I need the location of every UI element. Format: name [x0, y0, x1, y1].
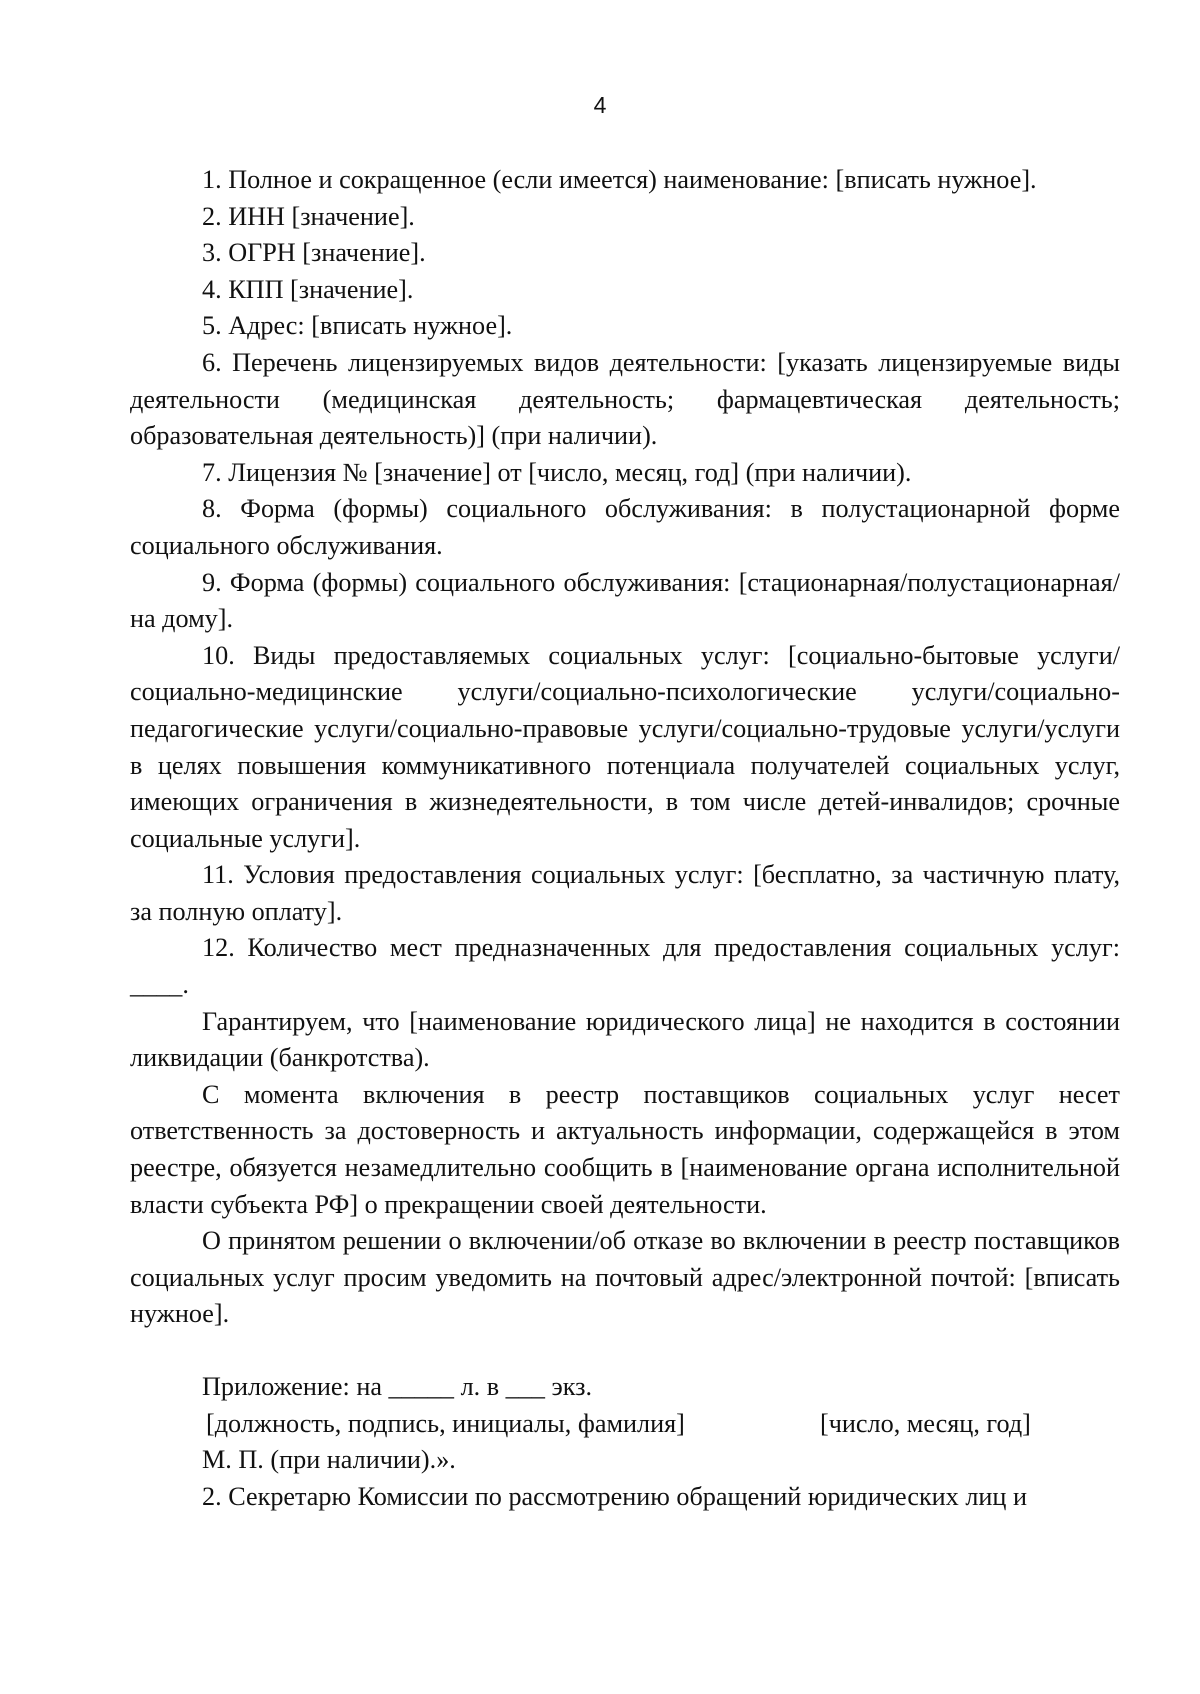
item-ogrn: 3. ОГРН [значение].	[202, 238, 426, 268]
guarantee-paragraph: Гарантируем, что [наименование юридического лица] не находится в состоянии ликвидации (банкротства).	[130, 1006, 1120, 1073]
document-body	[130, 162, 1120, 1515]
signature-date: [число, месяц, год]	[820, 1408, 1031, 1438]
item-license: 7. Лицензия № [значение] от [число, месяц, год] (при наличии).	[202, 457, 912, 487]
signature-left: [должность, подпись, инициалы, фамилия]	[206, 1408, 685, 1438]
attachment-line: Приложение: на _____ л. в ___ экз.	[202, 1372, 592, 1401]
item-service-types: 10. Виды предоставляемых социальных услуг: [социально-бытовые услуги/социально-медицинские услуги/социально-психологические услуги/социально-педагогические услуги/социально-правовые услуги/социально-трудовые услуги/услуги в целях повышения коммуникативного потенциала получателей социальных услуг, имеющих ограничения в жизнедеятельности, в том числе детей-инвалидов; срочные социальные услуги].	[130, 640, 1120, 853]
final-paragraph: 2. Секретарю Комиссии по рассмотрению обращений юридических лиц и	[202, 1481, 1027, 1511]
item-address: 5. Адрес: [вписать нужное].	[202, 311, 513, 341]
signature-row	[130, 1406, 1120, 1443]
item-kpp: 4. КПП [значение].	[202, 274, 414, 304]
item-places-count: 12. Количество мест предназначенных для предоставления социальных услуг: ____.	[130, 933, 1120, 1000]
item-licensed-activities: 6. Перечень лицензируемых видов деятельности: [указать лицензируемые виды деятельности (медицинская деятельность; фармацевтическая деятельность; образовательная деятельность)] (при наличии).	[130, 347, 1120, 451]
item-service-form: 8. Форма (формы) социального обслуживания: в полустационарной форме социального обслуживания.	[130, 494, 1120, 560]
stamp-line: М. П. (при наличии).».	[202, 1445, 456, 1475]
page-number: 4	[593, 92, 607, 118]
responsibility-paragraph: С момента включения в реестр поставщиков социальных услуг несет ответственность за достоверность и актуальность информации, содержащейся в этом реестре, обязуется незамедлительно сообщить в [наименование органа исполнительной власти субъекта РФ] о прекращении своей деятельности.	[130, 1079, 1120, 1219]
spacer	[130, 1333, 1120, 1369]
item-service-form-2: 9. Форма (формы) социального обслуживания: [стационарная/полустационарная/на дому].	[130, 567, 1120, 634]
item-service-conditions: 11. Условия предоставления социальных услуг: [бесплатно, за частичную плату, за полную оплату].	[130, 860, 1120, 926]
item-name: 1. Полное и сокращенное (если имеется) наименование: [вписать нужное].	[202, 165, 1037, 194]
notification-paragraph: О принятом решении о включении/об отказе во включении в реестр поставщиков социальных услуг просим уведомить на почтовый адрес/электронной почтой: [вписать нужное].	[130, 1226, 1120, 1329]
item-inn: 2. ИНН [значение].	[202, 201, 415, 231]
